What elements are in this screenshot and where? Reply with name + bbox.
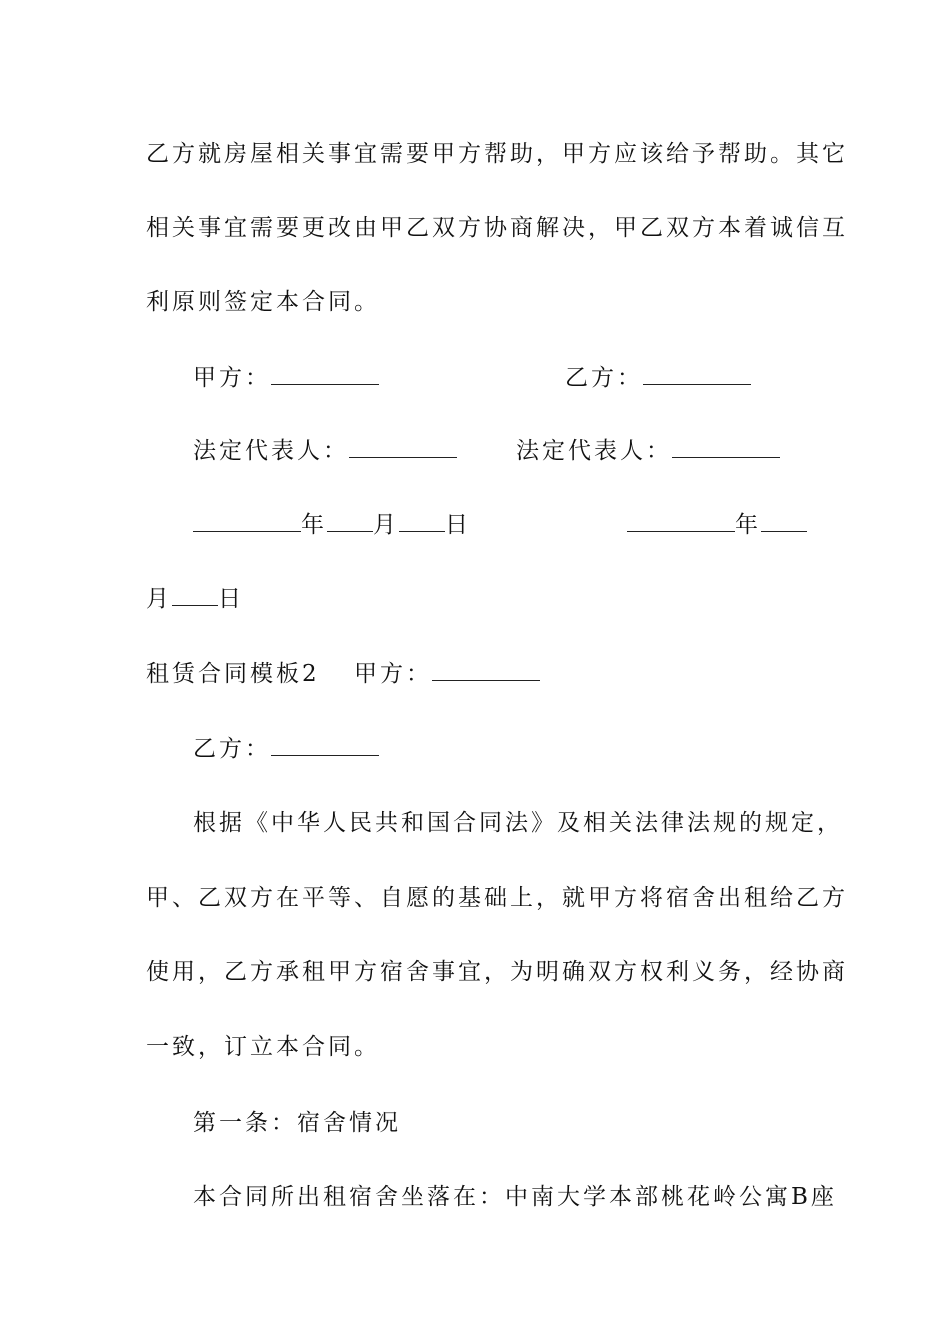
day-label: 日: [445, 512, 471, 538]
date-b-month-blank[interactable]: [761, 511, 807, 532]
rep-a-blank[interactable]: [349, 437, 457, 458]
template-party-b-row: [193, 735, 379, 763]
date-a-month-blank[interactable]: [327, 511, 373, 532]
article-title: 第一条：宿舍情况: [193, 1110, 401, 1136]
paragraph-line: 甲、乙双方在平等、自愿的基础上，就甲方将宿舍出租给乙方: [146, 885, 848, 911]
year-label: 年: [735, 512, 761, 538]
rep-b-blank[interactable]: [672, 437, 780, 458]
template-party-a-label: 甲方：: [354, 661, 432, 687]
paragraph-line: 乙方就房屋相关事宜需要甲方帮助，甲方应该给予帮助。其它: [146, 141, 848, 167]
template-party-b-blank[interactable]: [271, 735, 379, 756]
paragraph-line: 本合同所出租宿舍坐落在：中南大学本部桃花岭公寓B座: [193, 1184, 837, 1210]
signature-date-continued: [146, 585, 244, 613]
date-b-year-blank[interactable]: [627, 511, 735, 532]
date-a-day-blank[interactable]: [399, 511, 445, 532]
date-b-day-blank[interactable]: [172, 585, 218, 606]
paragraph-line: 利原则签定本合同。: [146, 289, 380, 315]
month-label: 月: [146, 586, 172, 612]
template-title: 租赁合同模板2: [146, 661, 320, 687]
date-a-year-blank[interactable]: [193, 511, 301, 532]
paragraph-line: 根据《中华人民共和国合同法》及相关法律法规的规定，: [193, 810, 843, 836]
party-b-label: 乙方：: [565, 365, 643, 391]
day-label: 日: [218, 586, 244, 612]
paragraph-line: 一致，订立本合同。: [146, 1034, 380, 1060]
party-a-label: 甲方：: [193, 365, 271, 391]
rep-a-label: 法定代表人：: [193, 438, 349, 464]
party-a-blank[interactable]: [271, 364, 379, 385]
template-party-b-label: 乙方：: [193, 736, 271, 762]
year-label: 年: [301, 512, 327, 538]
paragraph-line: 使用，乙方承租甲方宿舍事宜，为明确双方权利义务，经协商: [146, 959, 848, 985]
month-label: 月: [373, 512, 399, 538]
template-party-a-blank[interactable]: [432, 660, 540, 681]
party-b-blank[interactable]: [643, 364, 751, 385]
rep-b-label: 法定代表人：: [516, 438, 672, 464]
paragraph-line: 相关事宜需要更改由甲乙双方协商解决，甲乙双方本着诚信互: [146, 215, 848, 241]
